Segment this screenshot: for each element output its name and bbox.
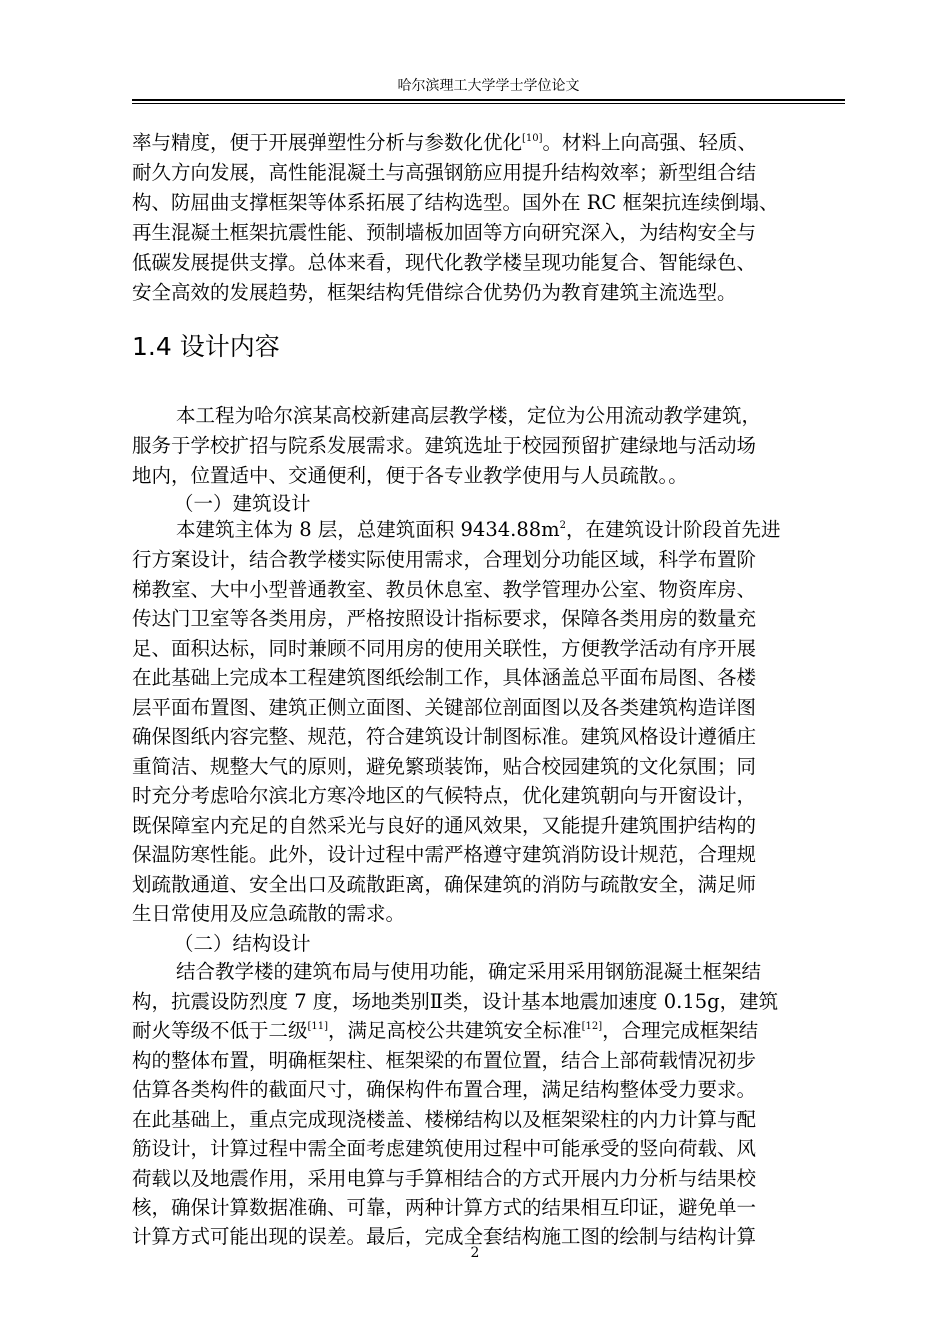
body-line: 传达门卫室等各类用房，严格按照设计指标要求，保障各类用房的数量充 bbox=[132, 607, 757, 630]
body-line: 时充分考虑哈尔滨北方寒冷地区的气候特点，优化建筑朝向与开窗设计， bbox=[132, 784, 757, 807]
body-line: 结合教学楼的建筑布局与使用功能，确定采用采用钢筋混凝土框架结 bbox=[176, 960, 762, 983]
page-header-title: 哈尔滨理工大学学士学位论文 bbox=[397, 78, 580, 94]
body-line: 划疏散通道、安全出口及疏散距离，确保建筑的消防与疏散安全，满足师 bbox=[132, 873, 757, 896]
citation-ref: [12] bbox=[581, 1021, 603, 1032]
body-line: 服务于学校扩招与院系发展需求。建筑选址于校园预留扩建绿地与活动场 bbox=[132, 434, 757, 457]
body-line: 率与精度，便于开展弹塑性分析与参数化优化[10]。材料上向高强、轻质、 bbox=[132, 131, 758, 154]
body-line: 再生混凝土框架抗震性能、预制墙板加固等方向研究深入，为结构安全与 bbox=[132, 221, 757, 244]
superscript: 2 bbox=[559, 520, 567, 531]
body-line: 本建筑主体为 8 层，总建筑面积 $9434.88m^2$，在建筑设计阶段首先进 bbox=[176, 518, 781, 541]
body-line: 构、防屈曲支撑框架等体系拓展了结构选型。国外在 RC 框架抗连续倒塌、 bbox=[132, 191, 779, 214]
section-heading: 1.4 设计内容 bbox=[132, 332, 280, 361]
body-line: 耐火等级不低于二级[11]，满足高校公共建筑安全标准[12]，合理完成框架结 bbox=[132, 1019, 759, 1042]
citation-ref: [10] bbox=[522, 133, 543, 144]
body-line: 构，抗震设防烈度 7 度，场地类别Ⅱ类，设计基本地震加速度 0.15g，建筑 bbox=[132, 990, 779, 1013]
body-line: 荷载以及地震作用，采用电算与手算相结合的方式开展内力分析与结果校 bbox=[132, 1167, 757, 1190]
body-line: 本工程为哈尔滨某高校新建高层教学楼，定位为公用流动教学建筑， bbox=[176, 404, 762, 427]
body-line: 重简洁、规整大气的原则，避免繁琐装饰，贴合校园建筑的文化氛围；同 bbox=[132, 755, 757, 778]
body-line: 确保图纸内容完整、规范，符合建筑设计制图标准。建筑风格设计遵循庄 bbox=[132, 725, 757, 748]
body-line: 计算方式可能出现的误差。最后，完成全套结构施工图的绘制与结构计算 bbox=[132, 1225, 757, 1248]
body-line: 生日常使用及应急疏散的需求。 bbox=[132, 902, 406, 925]
body-line: 地内，位置适中、交通便利，便于各专业教学使用与人员疏散。。 bbox=[132, 464, 688, 487]
body-line: 低碳发展提供支撑。总体来看，现代化教学楼呈现功能复合、智能绿色、 bbox=[132, 251, 757, 274]
body-line: 在此基础上完成本工程建筑图纸绘制工作，具体涵盖总平面布局图、各楼 bbox=[132, 666, 757, 689]
body-line: 筋设计，计算过程中需全面考虑建筑使用过程中可能承受的竖向荷载、风 bbox=[132, 1137, 757, 1160]
body-line: 保温防寒性能。此外，设计过程中需严格遵守建筑消防设计规范，合理规 bbox=[132, 843, 757, 866]
page-number: 2 bbox=[470, 1245, 480, 1261]
body-line: 足、面积达标，同时兼顾不同用房的使用关联性，方便教学活动有序开展 bbox=[132, 637, 757, 660]
header-rule-thick bbox=[132, 99, 845, 101]
body-line: 梯教室、大中小型普通教室、教员休息室、教学管理办公室、物资库房、 bbox=[132, 578, 757, 601]
citation-ref: [11] bbox=[307, 1021, 329, 1032]
body-line: 既保障室内充足的自然采光与良好的通风效果，又能提升建筑围护结构的 bbox=[132, 814, 757, 837]
body-line: 耐久方向发展，高性能混凝土与高强钢筋应用提升结构效率；新型组合结 bbox=[132, 161, 757, 184]
body-line: 安全高效的发展趋势，框架结构凭借综合优势仍为教育建筑主流选型。 bbox=[132, 281, 737, 304]
body-line: 估算各类构件的截面尺寸，确保构件布置合理，满足结构整体受力要求。 bbox=[132, 1078, 757, 1101]
body-line: 层平面布置图、建筑正侧立面图、关键部位剖面图以及各类建筑构造详图 bbox=[132, 696, 757, 719]
body-line: 核，确保计算数据准确、可靠，两种计算方式的结果相互印证，避免单一 bbox=[132, 1196, 757, 1219]
subsection-heading: （二）结构设计 bbox=[174, 932, 311, 955]
body-line: 在此基础上，重点完成现浇楼盖、楼梯结构以及框架梁柱的内力计算与配 bbox=[132, 1108, 757, 1131]
subsection-heading: （一）建筑设计 bbox=[174, 492, 311, 515]
body-line: 构的整体布置，明确框架柱、框架梁的布置位置，结合上部荷载情况初步 bbox=[132, 1049, 757, 1072]
header-rule-thin bbox=[132, 103, 845, 104]
body-line: 行方案设计，结合教学楼实际使用需求，合理划分功能区域，科学布置阶 bbox=[132, 548, 757, 571]
